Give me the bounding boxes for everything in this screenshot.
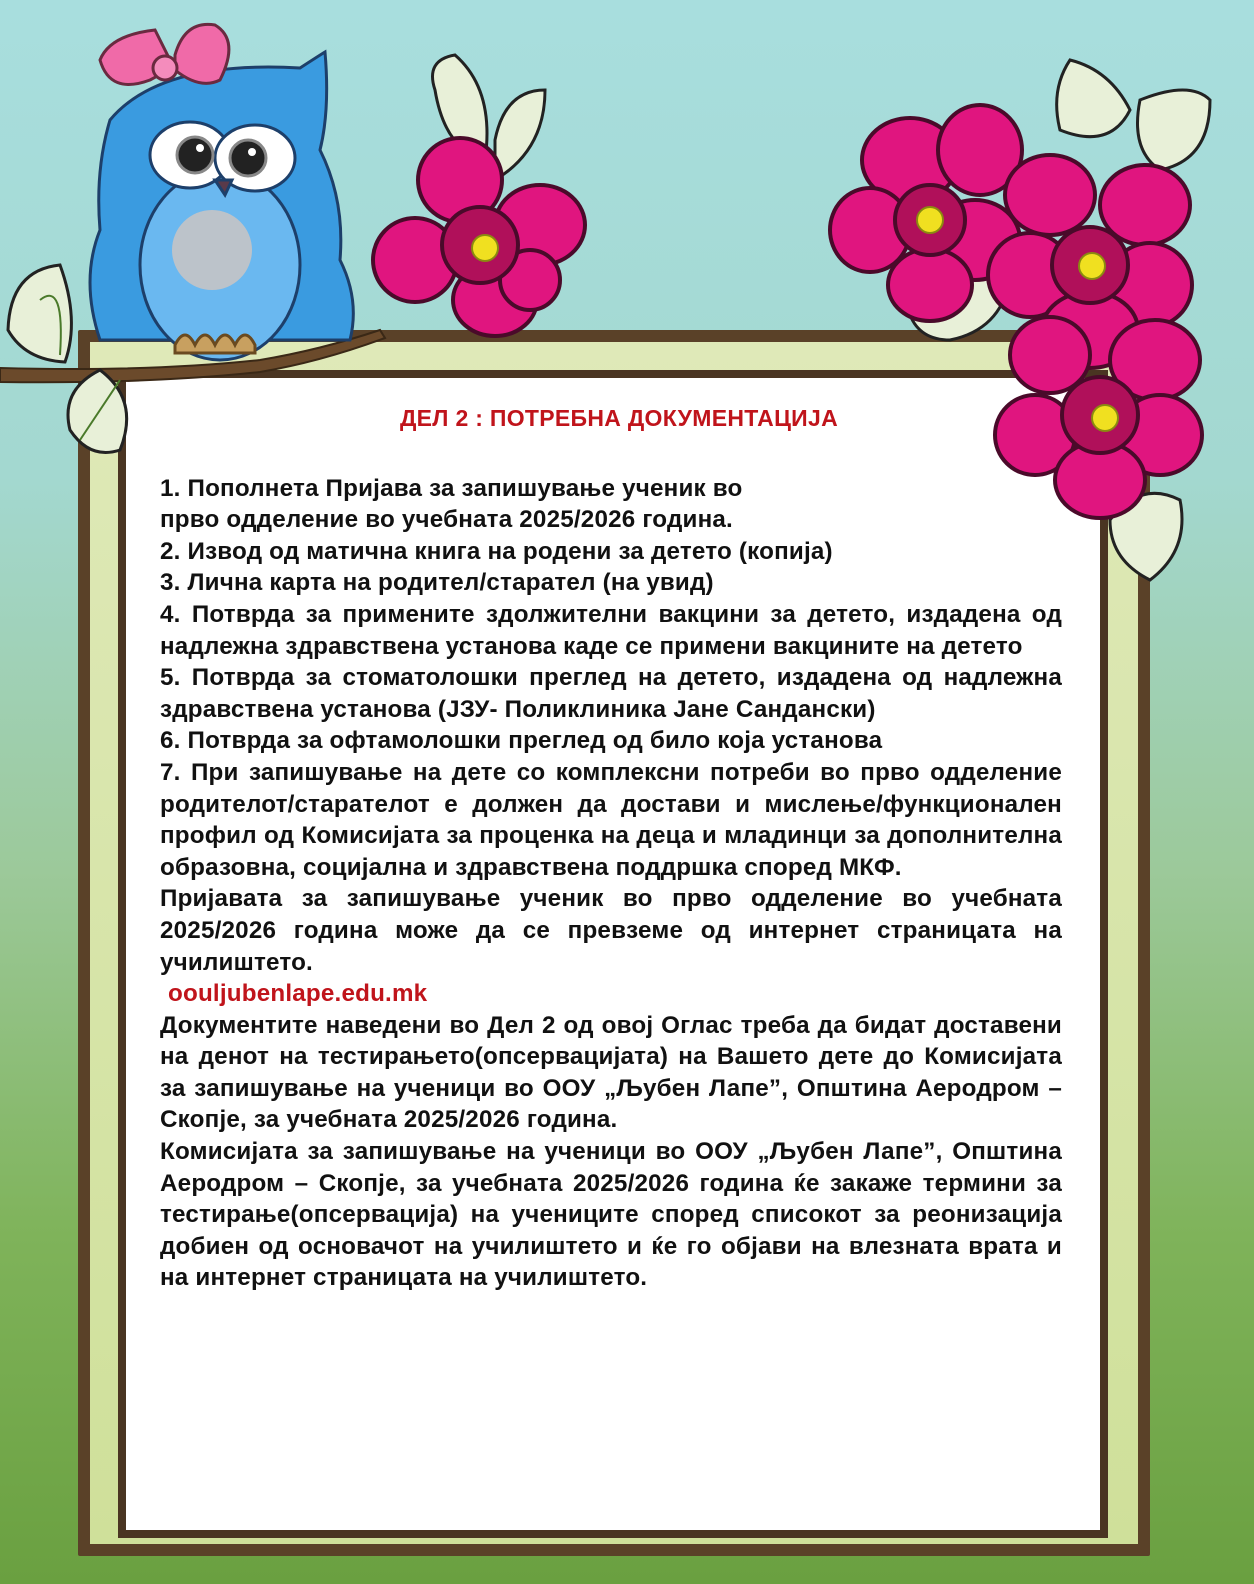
flower-illustration [345, 50, 605, 340]
list-item: прво одделение во учебната 2025/2026 година. [160, 506, 733, 534]
schedule-note: Комисијата за запишување на ученици во ООУ „Љубен Лапе”, Општина Аеродром – Скопје, за учебната 2025/2026 година ќе закаже термини за тестирање(опсервација) на учениците според списокот за реонизација добиен од основачот на училиштето и ќе го објави на влезната врата и на интернет страницата на училиштето. [160, 1138, 1062, 1292]
delivery-note: Документите наведени во Дел 2 од овој Оглас треба да бидат доставени на денот на тестирањето(опсервацијата) на Вашето дете до Комисијата за запишување на ученици во ООУ „Љубен Лапе”, Општина Аеродром – Скопје, за учебната 2025/2026 година. [160, 1011, 1062, 1134]
list-item: 5. Потврда за стоматолошки преглед на детето, издадена од надлежна здравствена установа (ЈЗУ- Поликлиника Јане Сандански) [160, 664, 1062, 723]
download-note: Пријавата за запишување ученик во прво одделение во учебната 2025/2026 година може да се превземе од интернет страницата на училиштето. [160, 885, 1062, 976]
list-item: 3. Лична карта на родител/старател (на увид) [160, 569, 714, 597]
document-content [160, 395, 1062, 1294]
website-link[interactable]: oouljubenlape.edu.mk [168, 980, 428, 1008]
list-item: 1. Пополнета Пријава за запишување ученик во [160, 474, 743, 502]
list-item: 4. Потврда за примените здолжителни вакцини за детето, издадена од надлежна здравствена установа каде се примени вакцините на детето [160, 600, 1062, 660]
list-item: 6. Потврда за офтамолошки преглед од било која установа [160, 727, 883, 755]
page-title: ДЕЛ 2 : ПОТРЕБНА ДОКУМЕНТАЦИЈА [399, 405, 839, 431]
list-item: 2. Извод од матична книга на родени за детето (копија) [160, 537, 833, 565]
list-item: 7. При запишување на дете со комплексни потреби во прво одделение родителот/старателот е должен да достави и мислење/функционален профил од Комисијата за проценка на деца и младинци за дополнителна образовна, социјална и здравствена поддршка според МКФ. [160, 758, 1062, 881]
